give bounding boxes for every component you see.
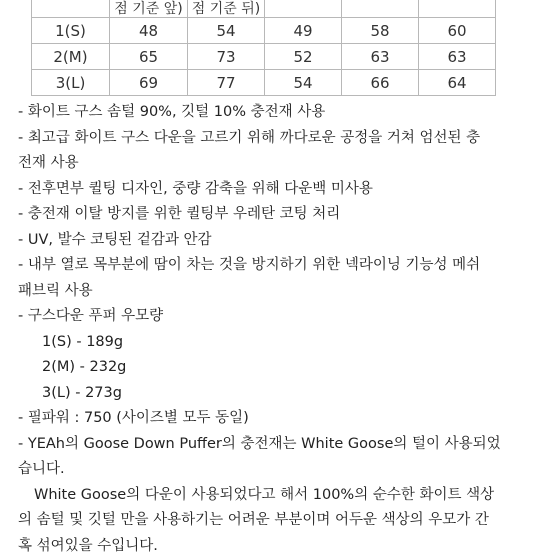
note-line: - 내부 열로 목부분에 땀이 차는 것을 방지하기 위한 넥라이닝 기능성 메쉬 — [18, 253, 548, 279]
note-line: - 전후면부 퀼팅 디자인, 중량 감축을 위해 다운백 미사용 — [18, 177, 548, 203]
note-line: - UV, 발수 코팅된 겉감과 안감 — [18, 228, 548, 254]
size-table — [31, 0, 496, 96]
size-value-cell: 63 — [342, 44, 419, 70]
size-label-cell: 2(M) — [32, 44, 110, 70]
size-table-header-cell: 점 기준 앞) — [110, 0, 188, 18]
note-line: - 구스다운 푸퍼 우모량 — [18, 304, 548, 330]
size-value-cell: 65 — [110, 44, 188, 70]
size-label-cell: 1(S) — [32, 18, 110, 44]
fill-weight-line: 3(L) - 273g — [18, 381, 548, 407]
size-label-cell: 3(L) — [32, 70, 110, 96]
size-value-cell: 77 — [188, 70, 265, 96]
size-table-header-cell — [342, 0, 419, 18]
fill-weight-line: 2(M) - 232g — [18, 355, 548, 381]
note-line: - YEAh의 Goose Down Puffer의 충전재는 White Goose의 털이 사용되었 — [18, 432, 548, 458]
size-value-cell: 66 — [342, 70, 419, 96]
note-line: White Goose의 다운이 사용되었다고 해서 100%의 순수한 화이트 색상 — [18, 483, 548, 509]
size-table-header-row — [32, 0, 496, 18]
note-line: 의 솜털 및 깃털 만을 사용하기는 어려운 부분이며 어두운 색상의 우모가 간 — [18, 508, 548, 534]
size-value-cell: 48 — [110, 18, 188, 44]
size-value-cell: 49 — [265, 18, 342, 44]
size-value-cell: 54 — [265, 70, 342, 96]
note-line: - 화이트 구스 솜털 90%, 깃털 10% 충전재 사용 — [18, 100, 548, 126]
size-table-row — [32, 70, 496, 96]
size-table-header-cell — [32, 0, 110, 18]
size-value-cell: 64 — [419, 70, 496, 96]
note-line: - 필파워 : 750 (사이즈별 모두 동일) — [18, 406, 548, 432]
size-value-cell: 54 — [188, 18, 265, 44]
fill-weight-line: 1(S) - 189g — [18, 330, 548, 356]
size-value-cell: 69 — [110, 70, 188, 96]
size-value-cell: 58 — [342, 18, 419, 44]
note-line: 전재 사용 — [18, 151, 548, 177]
size-table-row — [32, 44, 496, 70]
note-line: - 최고급 화이트 구스 다운을 고르기 위해 까다로운 공정을 거쳐 엄선된 충 — [18, 126, 548, 152]
size-table-row — [32, 18, 496, 44]
note-line: 혹 섞여있을 수입니다. — [18, 534, 548, 559]
note-line: - 충전재 이탈 방지를 위한 퀼팅부 우레탄 코팅 처리 — [18, 202, 548, 228]
size-table-header-cell — [265, 0, 342, 18]
size-table-header-cell: 점 기준 뒤) — [188, 0, 265, 18]
size-value-cell: 60 — [419, 18, 496, 44]
product-notes — [18, 100, 548, 559]
size-value-cell: 52 — [265, 44, 342, 70]
size-table-header-cell — [419, 0, 496, 18]
note-line: 습니다. — [18, 457, 548, 483]
size-value-cell: 73 — [188, 44, 265, 70]
note-line: 패브릭 사용 — [18, 279, 548, 305]
size-value-cell: 63 — [419, 44, 496, 70]
